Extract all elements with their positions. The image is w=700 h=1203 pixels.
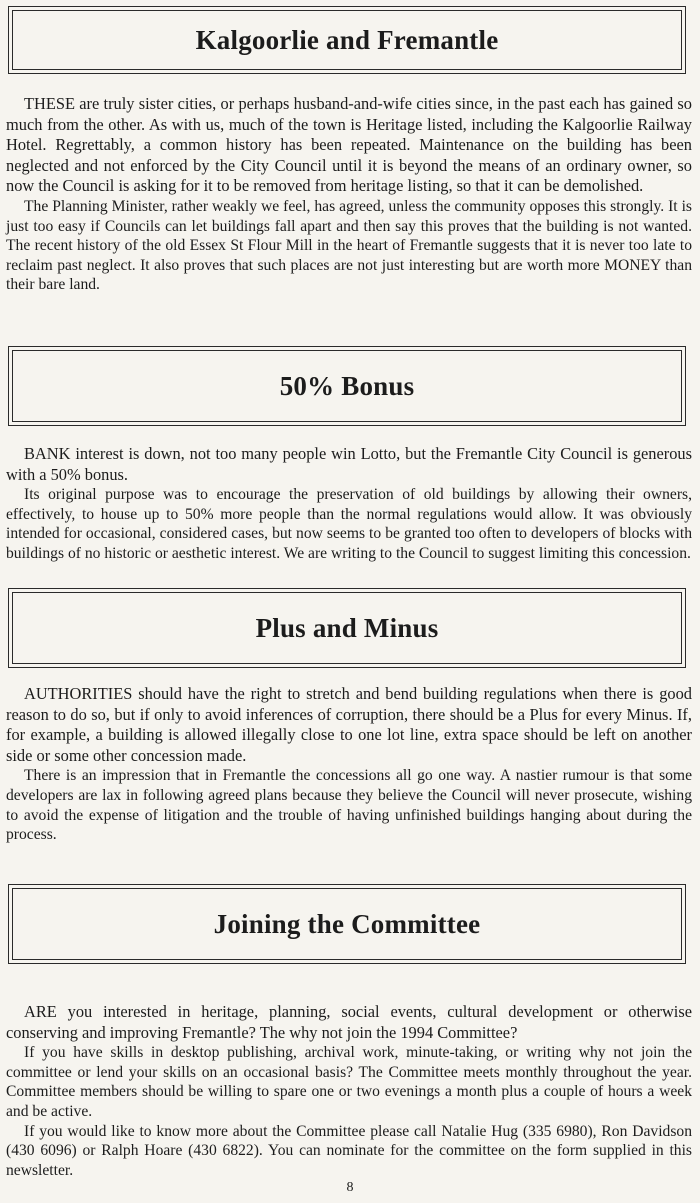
paragraph: If you have skills in desktop publishing, archival work, minute-taking, or writing why not join the committee or lend your skills on an occasional basis? The Committee meets monthly throughout the year. Committee members should be willing to spare one or two evenings a month plus a couple of hours a week and be active. xyxy=(6,1044,692,1120)
paragraph: BANK interest is down, not too many people win Lotto, but the Fremantle City Council is generous with a 50% bonus. xyxy=(6,444,692,484)
section-title-kalgoorlie: Kalgoorlie and Fremantle xyxy=(195,24,499,55)
paragraph: THESE are truly sister cities, or perhaps husband-and-wife cities since, in the past each has gained so much from the other. As with us, much of the town is Heritage listed, including the Kalgoorlie Railway Hotel. Regrettably, a common history has been repeated. Maintenance on the building has been neglected and not enforced by the City Council until it is beyond the means of an ordinary owner, so now the Council is asking for it to be removed from heritage listing, so that it can be demolished. xyxy=(6,94,692,196)
section-body-committee xyxy=(6,1002,692,1180)
section-body-bonus xyxy=(6,444,692,564)
section-title-bonus: 50% Bonus xyxy=(279,370,415,401)
heading-box-kalgoorlie xyxy=(8,6,686,74)
paragraph: Its original purpose was to encourage the preservation of old buildings by allowing their owners, effectively, to house up to 50% more people than the normal regulations would allow. It was obviously intended for occasional, considered cases, but now seems to be granted too often to developers of blocks with buildings of no historic or aesthetic interest. We are writing to the Council to suggest limiting this concession. xyxy=(6,486,692,562)
paragraph: AUTHORITIES should have the right to stretch and bend building regulations when there is good reason to do so, but if only to avoid inferences of corruption, there should be a Plus for every Minus. If, for example, a building is allowed illegally close to one lot line, extra space should be left on another side or some other concession made. xyxy=(6,684,692,765)
paragraph: If you would like to know more about the Committee please call Natalie Hug (335 6980), Ron Davidson (430 6096) or Ralph Hoare (430 6822). You can nominate for the committee on the form supplied in this newsletter. xyxy=(6,1122,692,1179)
section-title-committee: Joining the Committee xyxy=(213,908,481,939)
section-body-kalgoorlie xyxy=(6,94,692,295)
heading-box-committee xyxy=(8,884,686,964)
section-body-plus-minus xyxy=(6,684,692,845)
heading-box-bonus xyxy=(8,346,686,426)
section-title-plus-minus: Plus and Minus xyxy=(255,612,439,643)
paragraph: The Planning Minister, rather weakly we feel, has agreed, unless the community opposes this strongly. It is just too easy if Councils can let buildings fall apart and then say this proves that the building is not wanted. The recent history of the old Essex St Flour Mill in the heart of Fremantle suggests that it is never too late to reclaim past neglect. It also proves that such places are not just interesting but are worth more MONEY than their bare land. xyxy=(6,197,692,294)
paragraph: There is an impression that in Fremantle the concessions all go one way. A nastier rumour is that some developers are lax in following agreed plans because they believe the Council will never prosecute, wishing to avoid the expense of litigation and the trouble of having unfinished buildings hanging about during the process. xyxy=(6,767,692,844)
heading-box-inner xyxy=(12,350,682,422)
heading-box-inner xyxy=(12,592,682,664)
paragraph: ARE you interested in heritage, planning, social events, cultural development or otherwise conserving and improving Fremantle? The why not join the 1994 Committee? xyxy=(6,1002,692,1042)
heading-box-inner xyxy=(12,888,682,960)
heading-box-plus-minus xyxy=(8,588,686,668)
page-number: 8 xyxy=(346,1180,354,1195)
heading-box-inner xyxy=(12,10,682,70)
